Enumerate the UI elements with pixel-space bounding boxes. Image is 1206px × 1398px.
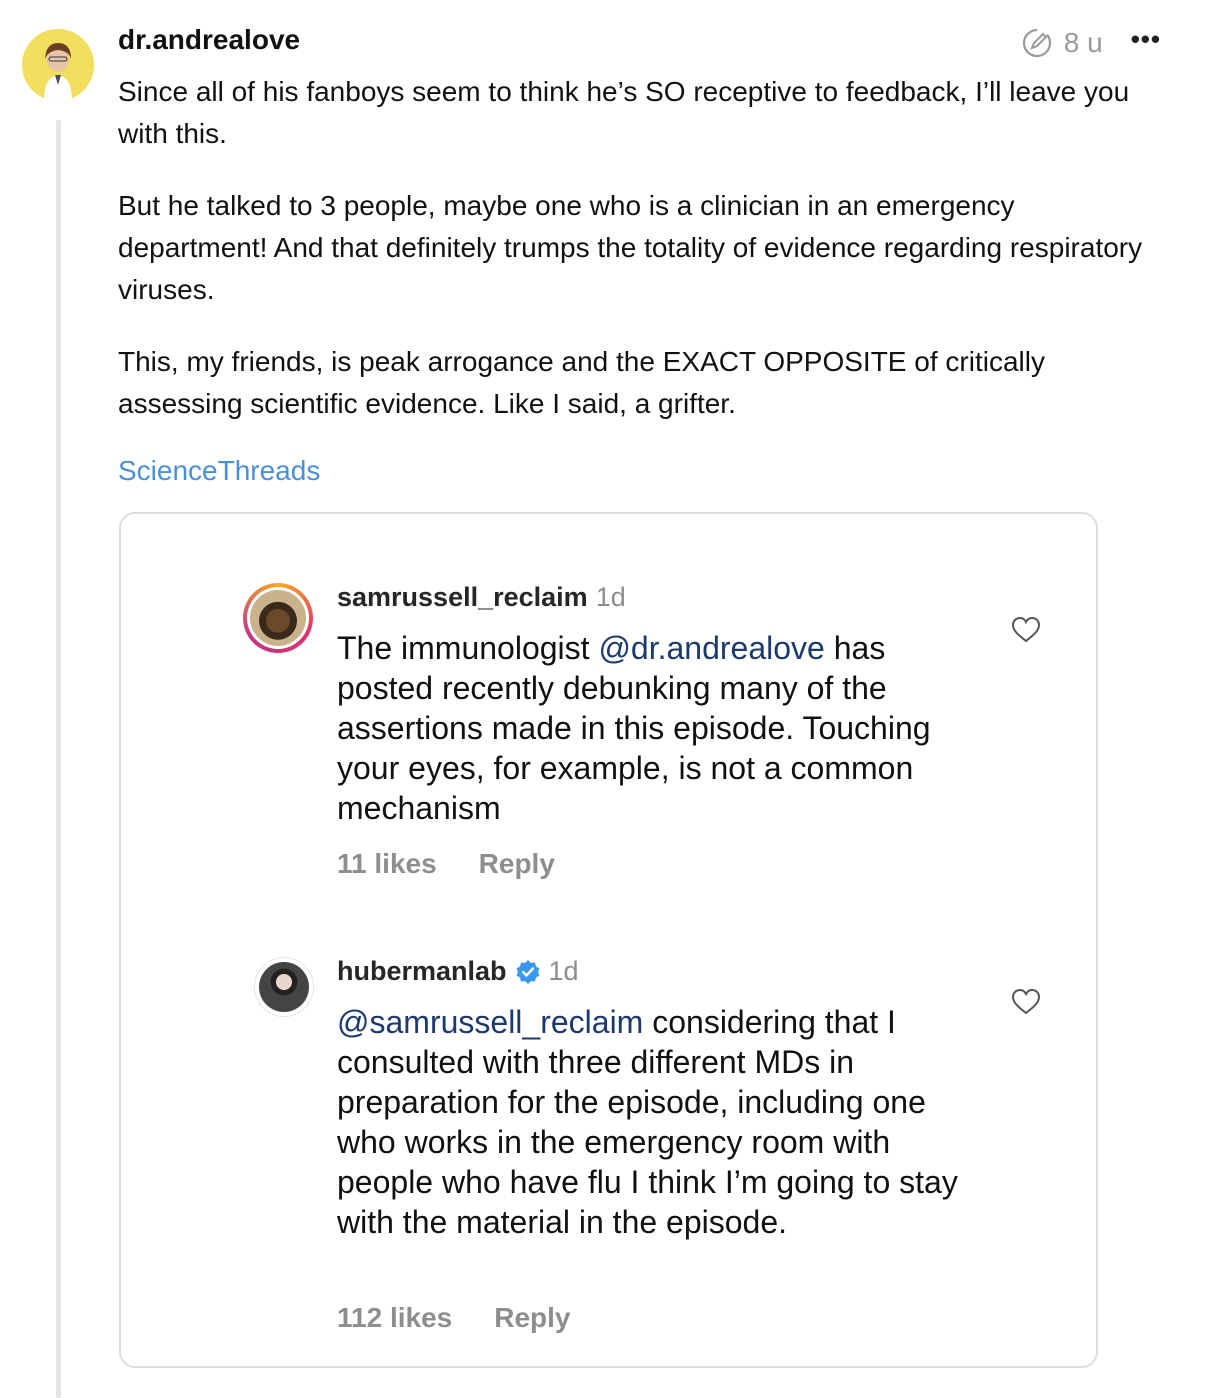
post-time: 8 u (1063, 27, 1103, 58)
comment-header (337, 956, 579, 987)
comment-text-after: has posted recently debunking many of the assertions made in this episode. Touching your eyes, for example, is not a common mechanism (337, 630, 931, 826)
topic-tag[interactable]: ScienceThreads (118, 455, 321, 486)
comment-actions (337, 848, 555, 880)
comment-reply: Reply (494, 1302, 571, 1333)
commenter-avatar (243, 583, 313, 653)
thread-line (56, 120, 61, 1398)
post-paragraph-2: But he talked to 3 people, maybe one who is a clinician in an emergency department! And that definitely trumps the totality of evidence regarding respiratory viruses. (118, 190, 1143, 305)
more-icon[interactable]: ••• (1130, 23, 1161, 54)
author-avatar-image (22, 29, 94, 101)
post-paragraph-3: This, my friends, is peak arrogance and the EXACT OPPOSITE of critically assessing scientific evidence. Like I said, a grifter. (118, 346, 1045, 419)
comment-reply: Reply (478, 848, 555, 879)
verified-badge-icon (515, 959, 541, 985)
comment-text (337, 628, 977, 828)
comment-age: 1d (595, 582, 626, 612)
comment-likes: 112 likes (337, 1302, 453, 1333)
heart-icon (1011, 616, 1041, 644)
comment-mention: @samrussell_reclaim (337, 1004, 644, 1040)
comment-username: hubermanlab (337, 956, 507, 986)
comment-actions (337, 1302, 570, 1334)
comment-username: samrussell_reclaim (337, 582, 588, 612)
comment-text-after: considering that I consulted with three different MDs in preparation for the episode, including one who works in the emergency room with people who have flu I think I’m going to stay with the material in the episode. (337, 1004, 958, 1240)
comment-mention: @dr.andrealove (598, 630, 825, 666)
comment-header (337, 582, 626, 613)
comment-text-before: The immunologist (337, 630, 599, 666)
comment-age: 1d (548, 956, 579, 986)
author-avatar[interactable] (22, 29, 94, 101)
heart-icon (1011, 988, 1041, 1016)
comment-text (337, 1002, 977, 1242)
commenter-avatar (254, 957, 314, 1017)
comment-likes: 11 likes (337, 848, 437, 879)
post-paragraph-1: Since all of his fanboys seem to think he’s SO receptive to feedback, I’ll leave you with this. (118, 76, 1130, 149)
attached-screenshot-card[interactable] (119, 512, 1098, 1368)
post-meta (1020, 23, 1161, 60)
edit-circle-icon (1020, 26, 1054, 60)
author-username[interactable]: dr.andrealove (118, 24, 301, 55)
